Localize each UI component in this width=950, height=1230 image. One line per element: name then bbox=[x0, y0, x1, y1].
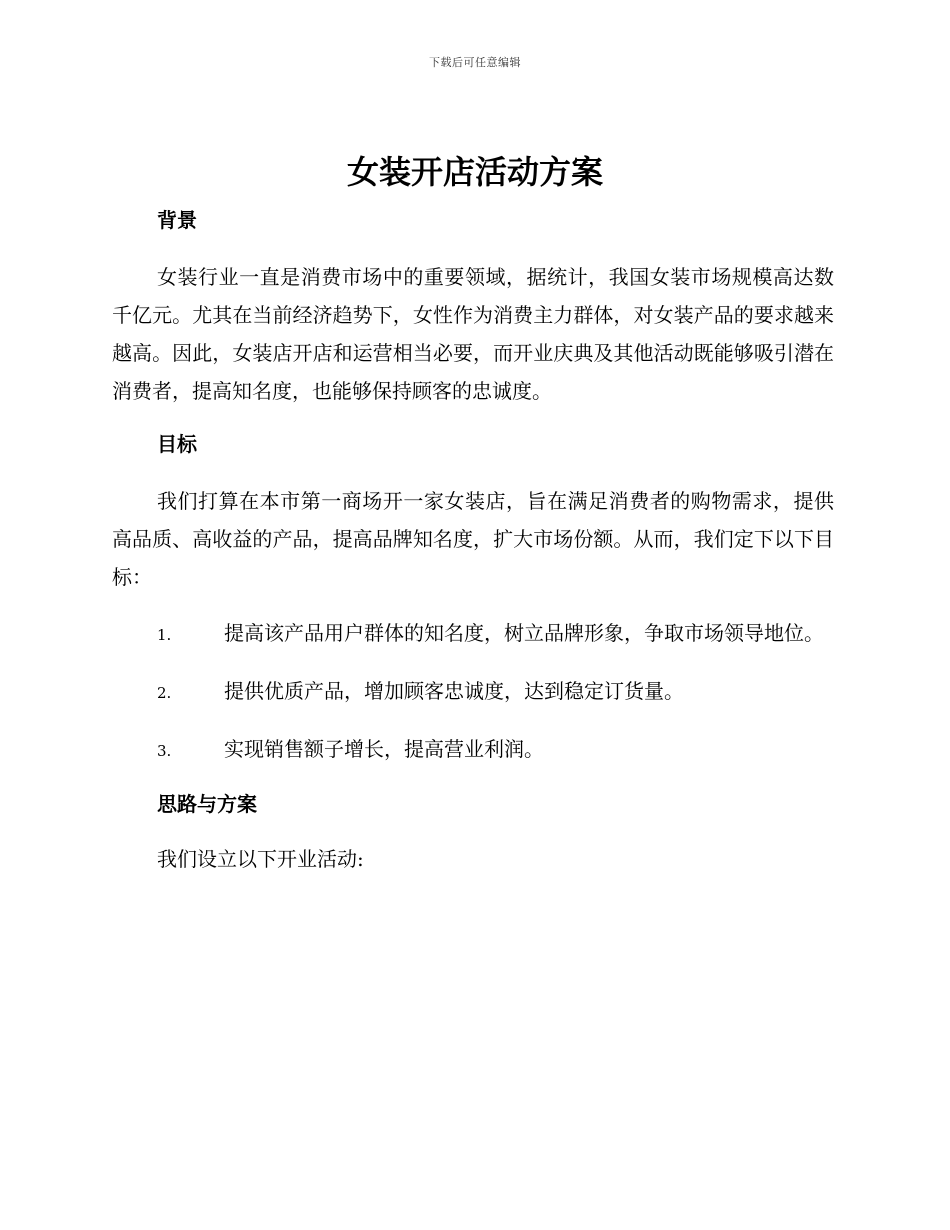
section-heading-plan: 思路与方案 bbox=[157, 792, 257, 816]
list-item bbox=[112, 730, 834, 770]
section-paragraph-background: 女装行业一直是消费市场中的重要领域，据统计，我国女装市场规模高达数千亿元。尤其在当前经济趋势下，女性作为消费主力群体，对女装产品的要求越来越高。因此，女装店开店和运营相当必要，而开业庆典及其他活动既能够吸引潜在消费者，提高知名度，也能够保持顾客的忠诚度。 bbox=[112, 265, 834, 403]
list-item-text: 提高该产品用户群体的知名度，树立品牌形象，争取市场领导地位。 bbox=[224, 621, 824, 645]
list-item-text: 实现销售额子增长，提高营业利润。 bbox=[224, 737, 544, 761]
section-heading-goals: 目标 bbox=[157, 432, 197, 456]
list-item-number: 1. bbox=[157, 626, 172, 644]
list-item bbox=[112, 672, 834, 712]
list-item-number: 2. bbox=[157, 684, 172, 702]
document-body bbox=[112, 204, 834, 878]
list-item-number: 3. bbox=[157, 742, 172, 760]
list-item bbox=[112, 614, 834, 654]
section-paragraph-plan: 我们设立以下开业活动: bbox=[157, 847, 364, 871]
section-paragraph-goals: 我们打算在本市第一商场开一家女装店，旨在满足消费者的购物需求，提供高品质、高收益的产品，提高品牌知名度，扩大市场份额。从而，我们定下以下目标： bbox=[112, 489, 834, 589]
header-note: 下载后可任意编辑 bbox=[429, 56, 521, 69]
section-heading-background: 背景 bbox=[157, 208, 197, 232]
document-title: 女装开店活动方案 bbox=[346, 153, 603, 191]
list-item-text: 提供优质产品，增加顾客忠诚度，达到稳定订货量。 bbox=[224, 679, 684, 703]
